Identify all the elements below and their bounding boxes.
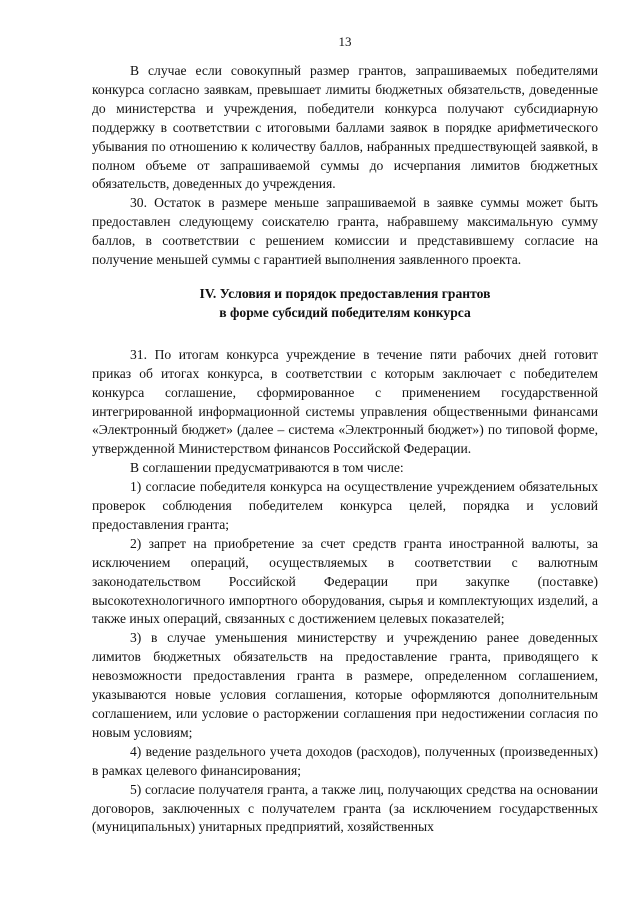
section-heading-line-1: IV. Условия и порядок предоставления грантов [199,285,491,301]
list-item: 4) ведение раздельного учета доходов (расходов), полученных (произведенных) в рамках целевого финансирования; [92,743,598,778]
paragraph: В случае если совокупный размер грантов, запрашиваемых победителями конкурса согласно заявкам, превышает лимиты бюджетных обязательств, доведенные до министерства и учреждения, победители конкурса получают субсидиарную поддержку в соответствии с итоговыми баллами заявок в порядке арифметического убывания по отношению к количеству баллов, набранных предшествующей заявкой, в полном объеме от запрашиваемой суммы до исчерпания лимитов бюджетных обязательств, доведенных до учреждения. [92,63,598,192]
spacer [92,323,598,346]
paragraph: В соглашении предусматриваются в том числе: [130,460,404,476]
list-item: 2) запрет на приобретение за счет средств гранта иностранной валюты, за исключением операций, осуществляемых в соответствии с валютным законодательством Российской Федерации при закупке (поставке) высокотехнологичного импортного оборудования, сырья и комплектующих изделий, а также иных операций, связанных с достижением целевых показателей; [92,535,598,627]
list-item: 1) согласие победителя конкурса на осуществление учреждением обязательных проверок соблюдения победителем конкурса целей, порядка и условий предоставления гранта; [92,479,598,532]
section-heading-line-2: в форме субсидий победителям конкурса [219,304,471,320]
paragraph: 31. По итогам конкурса учреждение в течение пяти рабочих дней готовит приказ об итогах конкурса, в соответствии с которым заключает с победителем конкурса соглашение, сформированное с применением государственной интегрированной информационной системы управления общественными финансами «Электронный бюджет» (далее – система «Электронный бюджет») по типовой форме, утвержденной Министерством финансов Российской Федерации. [92,346,598,457]
page-number: 13 [338,34,352,49]
paragraph: 30. Остаток в размере меньше запрашиваемой в заявке суммы может быть предоставлен следующему соискателю гранта, набравшему максимальную сумму баллов, в соответствии с решением комиссии и представившему согласие на получение меньшей суммы с гарантией выполнения заявленного проекта. [92,195,598,268]
document-body [92,62,598,837]
spacer [92,270,598,285]
list-item: 5) согласие получателя гранта, а также лиц, получающих средства на основании договоров, заключенных с получателем гранта (за исключением государственных (муниципальных) унитарных предприятий, хозяйственных [92,781,598,835]
list-item: 3) в случае уменьшения министерству и учреждению ранее доведенных лимитов бюджетных обязательств на предоставление гранта, приводящего к невозможности предоставления гранта в размере, определенном соглашением, указываются новые условия соглашения, которые оформляются дополнительным соглашением, или условие о расторжении соглашения при недостижении согласия по новым условиям; [92,630,598,740]
